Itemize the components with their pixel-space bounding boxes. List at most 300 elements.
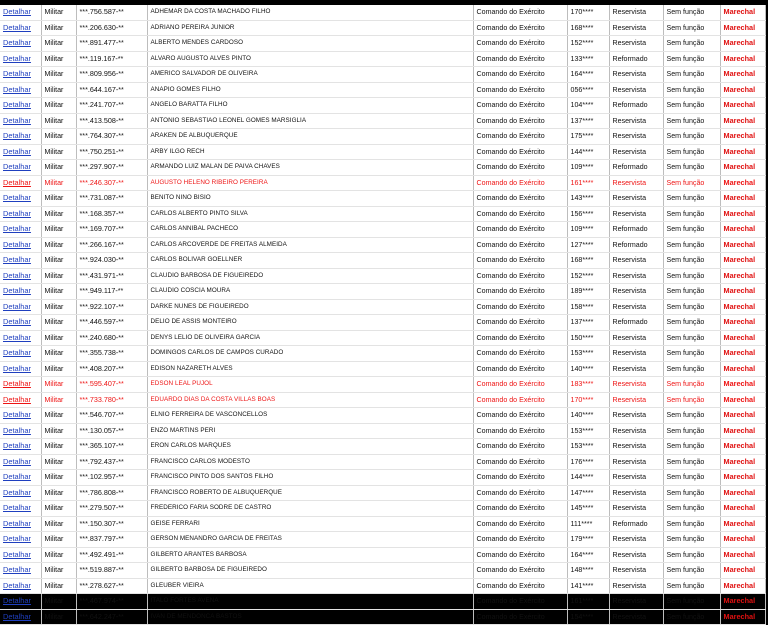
detail-link[interactable]: Detalhar [0,547,41,563]
registration-cell: 141**** [567,578,609,594]
rank-cell: Marechal [720,129,765,145]
table-row [0,377,765,393]
table-row [0,191,765,207]
function-cell: Sem função [663,206,720,222]
function-cell: Sem função [663,330,720,346]
detail-link[interactable]: Detalhar [0,563,41,579]
status-cell: Reservista [609,175,663,191]
function-cell: Sem função [663,470,720,486]
cpf-cell: ***.355.738-** [76,346,147,362]
table-row [0,253,765,269]
rank-cell: Marechal [720,284,765,300]
detail-link[interactable]: Detalhar [0,20,41,36]
name-cell: DARKE NUNES DE FIGUEIREDO [147,299,473,315]
name-cell: ELNIO FERREIRA DE VASCONCELLOS [147,408,473,424]
detail-link[interactable]: Detalhar [0,191,41,207]
table-row [0,51,765,67]
status-cell: Reservista [609,346,663,362]
table-row [0,392,765,408]
function-cell: Sem função [663,547,720,563]
type-cell: Militar [41,594,76,610]
name-cell: GLEUBER VIEIRA [147,578,473,594]
registration-cell: 153**** [567,439,609,455]
table-row [0,547,765,563]
detail-link[interactable]: Detalhar [0,315,41,331]
registration-cell: 153**** [567,423,609,439]
cpf-cell: ***.750.251-** [76,144,147,160]
detail-link[interactable]: Detalhar [0,144,41,160]
rank-cell: Marechal [720,408,765,424]
registration-cell: 152**** [567,36,609,52]
type-cell: Militar [41,129,76,145]
rank-cell: Marechal [720,206,765,222]
type-cell: Militar [41,5,76,20]
table-row [0,470,765,486]
name-cell: CARLOS ALBERTO PINTO SILVA [147,206,473,222]
name-cell: ENZO MARTINS PERI [147,423,473,439]
organization-cell: Comando do Exército [473,470,567,486]
table-row [0,98,765,114]
rank-cell: Marechal [720,454,765,470]
function-cell: Sem função [663,268,720,284]
table-row [0,160,765,176]
organization-cell: Comando do Exército [473,222,567,238]
rank-cell: Marechal [720,377,765,393]
name-cell: ALVARO AUGUSTO ALVES PINTO [147,51,473,67]
cpf-cell: ***.733.780-** [76,392,147,408]
organization-cell: Comando do Exército [473,268,567,284]
table-row [0,361,765,377]
rank-cell: Marechal [720,268,765,284]
type-cell: Militar [41,485,76,501]
registration-cell: 150**** [567,330,609,346]
function-cell: Sem função [663,5,720,20]
cpf-cell: ***.246.307-** [76,175,147,191]
detail-link[interactable]: Detalhar [0,501,41,517]
cpf-cell: ***.764.307-** [76,129,147,145]
type-cell: Militar [41,253,76,269]
detail-link[interactable]: Detalhar [0,578,41,594]
rank-cell: Marechal [720,392,765,408]
cpf-cell: ***.241.707-** [76,98,147,114]
type-cell: Militar [41,563,76,579]
status-cell: Reservista [609,36,663,52]
detail-link[interactable]: Detalhar [0,299,41,315]
rank-cell: Marechal [720,20,765,36]
table-row [0,175,765,191]
name-cell: CLAUDIO COSCIA MOURA [147,284,473,300]
detail-link[interactable]: Detalhar [0,392,41,408]
function-cell: Sem função [663,361,720,377]
cpf-cell: ***.949.117-** [76,284,147,300]
table-row [0,222,765,238]
status-cell: Reformado [609,516,663,532]
registration-cell: 161**** [567,594,609,610]
type-cell: Militar [41,175,76,191]
type-cell: Militar [41,532,76,548]
organization-cell: Comando do Exército [473,315,567,331]
table-row [0,594,765,610]
rank-cell: Marechal [720,423,765,439]
cpf-cell: ***.169.707-** [76,222,147,238]
type-cell: Militar [41,547,76,563]
table-row [0,485,765,501]
detail-link[interactable]: Detalhar [0,516,41,532]
organization-cell: Comando do Exército [473,20,567,36]
type-cell: Militar [41,67,76,83]
registration-cell: 137**** [567,113,609,129]
status-cell: Reservista [609,501,663,517]
organization-cell: Comando do Exército [473,284,567,300]
name-cell: ARBY ILGO RECH [147,144,473,160]
name-cell: GILBERTO BARBOSA DE FIGUEIREDO [147,563,473,579]
status-cell: Reservista [609,470,663,486]
table-row [0,563,765,579]
organization-cell: Comando do Exército [473,423,567,439]
name-cell: ARMANDO LUIZ MALAN DE PAIVA CHAVES [147,160,473,176]
detail-link[interactable]: Detalhar [0,423,41,439]
rank-cell: Marechal [720,98,765,114]
organization-cell: Comando do Exército [473,609,567,625]
name-cell: FRANCISCO PINTO DOS SANTOS FILHO [147,470,473,486]
status-cell: Reservista [609,439,663,455]
function-cell: Sem função [663,237,720,253]
organization-cell: Comando do Exército [473,175,567,191]
type-cell: Militar [41,392,76,408]
status-cell: Reservista [609,377,663,393]
registration-cell: 164**** [567,547,609,563]
cpf-cell: ***.278.627-** [76,578,147,594]
detail-link[interactable]: Detalhar [0,222,41,238]
registration-cell: 147**** [567,485,609,501]
organization-cell: Comando do Exército [473,392,567,408]
status-cell: Reformado [609,237,663,253]
detail-link[interactable]: Detalhar [0,454,41,470]
rank-cell: Marechal [720,299,765,315]
table-row [0,129,765,145]
table-row [0,454,765,470]
status-cell: Reservista [609,361,663,377]
status-cell: Reservista [609,408,663,424]
detail-link[interactable]: Detalhar [0,206,41,222]
name-cell: GERSON MENANDRO GARCIA DE FREITAS [147,532,473,548]
cpf-cell: ***.413.508-** [76,113,147,129]
detail-link[interactable]: Detalhar [0,129,41,145]
status-cell: Reservista [609,144,663,160]
name-cell: AMERICO SALVADOR DE OLIVEIRA [147,67,473,83]
organization-cell: Comando do Exército [473,547,567,563]
organization-cell: Comando do Exército [473,578,567,594]
type-cell: Militar [41,160,76,176]
detail-link[interactable]: Detalhar [0,532,41,548]
rank-cell: Marechal [720,563,765,579]
status-cell: Reformado [609,160,663,176]
registration-cell: 109**** [567,222,609,238]
detail-link[interactable]: Detalhar [0,160,41,176]
function-cell: Sem função [663,299,720,315]
organization-cell: Comando do Exército [473,330,567,346]
table-row [0,237,765,253]
status-cell: Reservista [609,268,663,284]
registration-cell: 137**** [567,315,609,331]
rank-cell: Marechal [720,346,765,362]
status-cell: Reservista [609,129,663,145]
cpf-cell: ***.240.680-** [76,330,147,346]
cpf-cell: ***.279.507-** [76,501,147,517]
cpf-cell: ***.644.167-** [76,82,147,98]
registration-cell: 145**** [567,501,609,517]
name-cell: ITALO FORTES AVENA [147,594,473,610]
rank-cell: Marechal [720,330,765,346]
cpf-cell: ***.119.167-** [76,51,147,67]
function-cell: Sem função [663,284,720,300]
function-cell: Sem função [663,563,720,579]
name-cell: ANTONIO SEBASTIAO LEONEL GOMES MARSIGLIA [147,113,473,129]
rank-cell: Marechal [720,67,765,83]
detail-link[interactable]: Detalhar [0,98,41,114]
detail-link[interactable]: Detalhar [0,237,41,253]
function-cell: Sem função [663,129,720,145]
status-cell: Reservista [609,113,663,129]
function-cell: Sem função [663,82,720,98]
function-cell: Sem função [663,36,720,52]
organization-cell: Comando do Exército [473,129,567,145]
cpf-cell: ***.519.887-** [76,563,147,579]
status-cell: Reformado [609,51,663,67]
organization-cell: Comando do Exército [473,160,567,176]
function-cell: Sem função [663,485,720,501]
function-cell: Sem função [663,113,720,129]
rank-cell: Marechal [720,594,765,610]
detail-link[interactable]: Detalhar [0,113,41,129]
name-cell: EDUARDO DIAS DA COSTA VILLAS BOAS [147,392,473,408]
cpf-cell: ***.365.107-** [76,439,147,455]
detail-link[interactable]: Detalhar [0,5,41,20]
name-cell: CLAUDIO BARBOSA DE FIGUEIREDO [147,268,473,284]
organization-cell: Comando do Exército [473,377,567,393]
registration-cell: 144**** [567,470,609,486]
status-cell: Reservista [609,82,663,98]
registration-cell: 170**** [567,392,609,408]
status-cell: Reformado [609,222,663,238]
table-row [0,423,765,439]
function-cell: Sem função [663,501,720,517]
function-cell: Sem função [663,20,720,36]
organization-cell: Comando do Exército [473,206,567,222]
function-cell: Sem função [663,516,720,532]
function-cell: Sem função [663,532,720,548]
rank-cell: Marechal [720,222,765,238]
registration-cell: 176**** [567,454,609,470]
registration-cell: 109**** [567,160,609,176]
detail-link[interactable]: Detalhar [0,175,41,191]
rank-cell: Marechal [720,532,765,548]
function-cell: Sem função [663,98,720,114]
name-cell: DENYS LELIO DE OLIVEIRA GARCIA [147,330,473,346]
type-cell: Militar [41,222,76,238]
name-cell: AUGUSTO HELENO RIBEIRO PEREIRA [147,175,473,191]
table-row [0,268,765,284]
detail-link[interactable]: Detalhar [0,330,41,346]
status-cell: Reservista [609,392,663,408]
cpf-cell: ***.837.797-** [76,532,147,548]
organization-cell: Comando do Exército [473,253,567,269]
detail-link[interactable]: Detalhar [0,67,41,83]
function-cell: Sem função [663,144,720,160]
organization-cell: Comando do Exército [473,82,567,98]
registration-cell: 158**** [567,299,609,315]
detail-link[interactable]: Detalhar [0,377,41,393]
detail-link[interactable]: Detalhar [0,439,41,455]
cpf-cell: ***.206.630-** [76,20,147,36]
cpf-cell: ***.150.307-** [76,516,147,532]
status-cell: Reservista [609,253,663,269]
type-cell: Militar [41,206,76,222]
table-row [0,144,765,160]
table-row [0,20,765,36]
table-row [0,206,765,222]
type-cell: Militar [41,609,76,625]
registration-cell: 104**** [567,98,609,114]
registration-cell: 183**** [567,377,609,393]
status-cell: Reservista [609,485,663,501]
detail-link[interactable]: Detalhar [0,51,41,67]
function-cell: Sem função [663,222,720,238]
organization-cell: Comando do Exército [473,144,567,160]
organization-cell: Comando do Exército [473,516,567,532]
status-cell: Reservista [609,594,663,610]
status-cell: Reservista [609,563,663,579]
type-cell: Militar [41,284,76,300]
organization-cell: Comando do Exército [473,361,567,377]
detail-link[interactable]: Detalhar [0,253,41,269]
registration-cell: 168**** [567,20,609,36]
registration-cell: 111**** [567,516,609,532]
function-cell: Sem função [663,160,720,176]
status-cell: Reservista [609,299,663,315]
table-row [0,408,765,424]
name-cell: ANGELO BARATTA FILHO [147,98,473,114]
rank-cell: Marechal [720,144,765,160]
rank-cell: Marechal [720,237,765,253]
table-row [0,5,765,20]
cpf-cell: ***.756.587-** [76,5,147,20]
detail-link[interactable]: Detalhar [0,284,41,300]
registration-cell: 175**** [567,129,609,145]
status-cell: Reservista [609,191,663,207]
registration-cell: 164**** [567,67,609,83]
rank-cell: Marechal [720,160,765,176]
status-cell: Reservista [609,284,663,300]
registration-cell: 127**** [567,237,609,253]
name-cell: BENITO NINO BISIO [147,191,473,207]
organization-cell: Comando do Exército [473,532,567,548]
type-cell: Militar [41,408,76,424]
status-cell: Reformado [609,98,663,114]
table-row [0,532,765,548]
detail-link[interactable]: Detalhar [0,36,41,52]
rank-cell: Marechal [720,470,765,486]
table-row [0,609,765,625]
function-cell: Sem função [663,315,720,331]
rank-cell: Marechal [720,578,765,594]
type-cell: Militar [41,501,76,517]
status-cell: Reservista [609,578,663,594]
status-cell: Reservista [609,67,663,83]
cpf-cell: ***.595.407-** [76,377,147,393]
type-cell: Militar [41,346,76,362]
rank-cell: Marechal [720,485,765,501]
detail-link[interactable]: Detalhar [0,346,41,362]
rank-cell: Marechal [720,113,765,129]
name-cell: EDSON LEAL PUJOL [147,377,473,393]
name-cell: GILBERTO ARANTES BARBOSA [147,547,473,563]
registration-cell: 154**** [567,609,609,625]
table-row [0,36,765,52]
function-cell: Sem função [663,191,720,207]
status-cell: Reservista [609,5,663,20]
detail-link[interactable]: Detalhar [0,485,41,501]
function-cell: Sem função [663,346,720,362]
detail-link[interactable]: Detalhar [0,609,41,625]
registration-cell: 189**** [567,284,609,300]
organization-cell: Comando do Exército [473,485,567,501]
registration-cell: 153**** [567,346,609,362]
cpf-cell: ***.891.477-** [76,36,147,52]
detail-link[interactable]: Detalhar [0,82,41,98]
registration-cell: 179**** [567,532,609,548]
organization-cell: Comando do Exército [473,191,567,207]
type-cell: Militar [41,237,76,253]
name-cell: ADRIANO PEREIRA JUNIOR [147,20,473,36]
type-cell: Militar [41,578,76,594]
name-cell: IVAN DE MENDONCA BASTOS [147,609,473,625]
rank-cell: Marechal [720,51,765,67]
organization-cell: Comando do Exército [473,501,567,517]
detail-link[interactable]: Detalhar [0,361,41,377]
table-row [0,315,765,331]
detail-link[interactable]: Detalhar [0,470,41,486]
type-cell: Militar [41,470,76,486]
organization-cell: Comando do Exército [473,454,567,470]
type-cell: Militar [41,98,76,114]
table-row [0,82,765,98]
detail-link[interactable]: Detalhar [0,268,41,284]
cpf-cell: ***.102.957-** [76,470,147,486]
rank-cell: Marechal [720,36,765,52]
detail-link[interactable]: Detalhar [0,594,41,610]
name-cell: CARLOS ANNIBAL PACHECO [147,222,473,238]
cpf-cell: ***.731.087-** [76,191,147,207]
name-cell: FREDERICO FARIA SODRE DE CASTRO [147,501,473,517]
rank-cell: Marechal [720,82,765,98]
name-cell: ARAKEN DE ALBUQUERQUE [147,129,473,145]
name-cell: EDISON NAZARETH ALVES [147,361,473,377]
rank-cell: Marechal [720,191,765,207]
function-cell: Sem função [663,609,720,625]
type-cell: Militar [41,191,76,207]
table-row [0,516,765,532]
registration-cell: 170**** [567,5,609,20]
detail-link[interactable]: Detalhar [0,408,41,424]
registration-cell: 140**** [567,408,609,424]
type-cell: Militar [41,36,76,52]
organization-cell: Comando do Exército [473,594,567,610]
function-cell: Sem função [663,377,720,393]
table-row [0,346,765,362]
registration-cell: 156**** [567,206,609,222]
type-cell: Militar [41,454,76,470]
